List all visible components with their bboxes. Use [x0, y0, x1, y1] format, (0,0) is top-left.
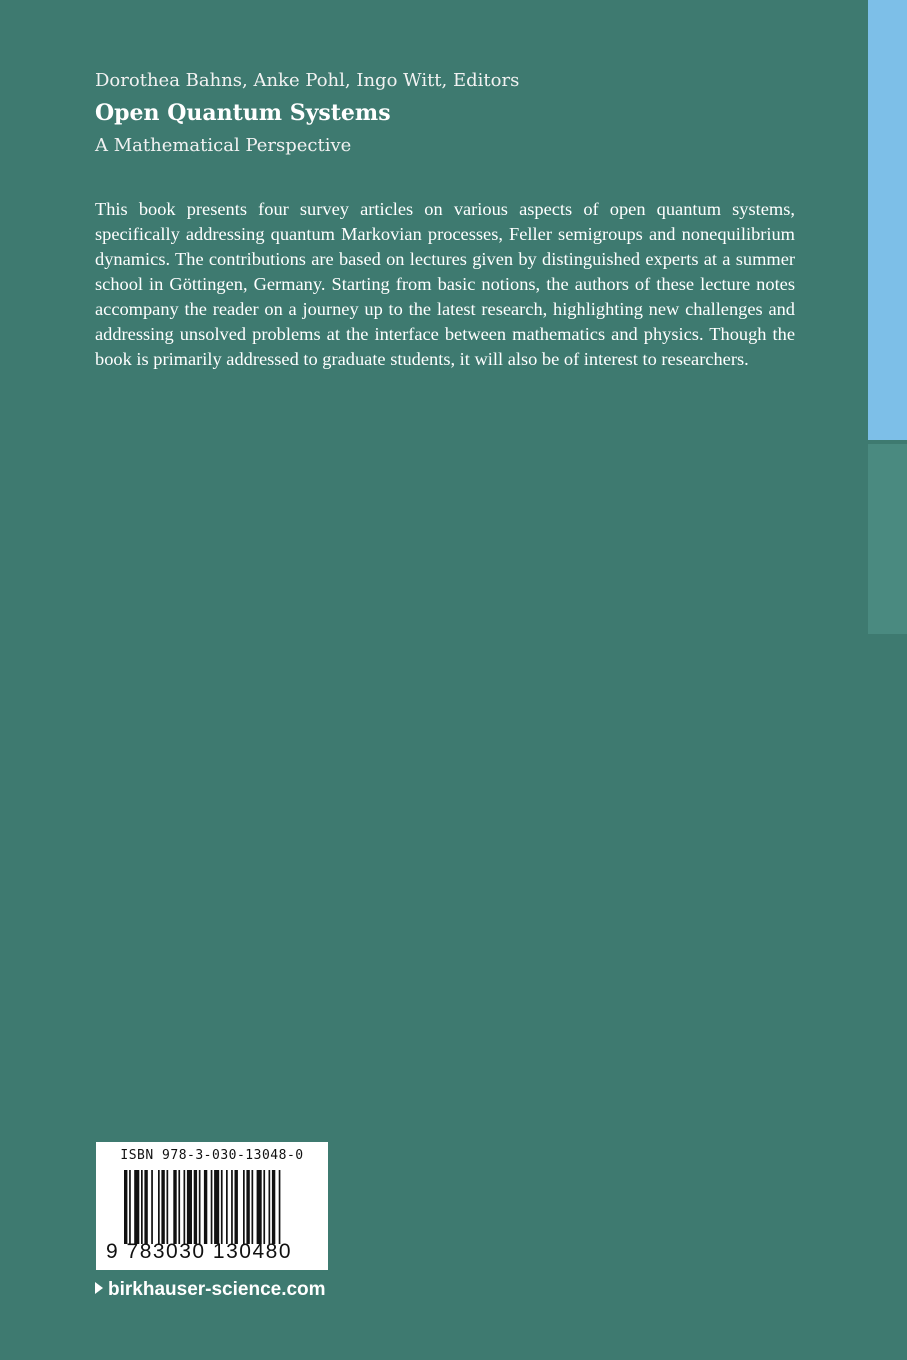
barcode-bar [124, 1170, 127, 1244]
barcode-bar [173, 1170, 176, 1244]
barcode-bar [161, 1170, 164, 1244]
barcode-bar [187, 1170, 192, 1244]
barcode-bar [184, 1170, 186, 1244]
book-title: Open Quantum Systems [95, 100, 391, 126]
barcode-bar [279, 1170, 281, 1244]
barcode-bars [124, 1170, 324, 1244]
barcode-bar [272, 1170, 275, 1244]
barcode-bar [263, 1170, 265, 1244]
publisher-link[interactable] [95, 1279, 326, 1301]
side-strip-blue [868, 0, 907, 440]
barcode-bar [158, 1170, 160, 1244]
barcode-bar [257, 1170, 262, 1244]
arrow-icon [95, 1282, 103, 1294]
barcode-digits: 9 783030 130480 [106, 1240, 292, 1263]
isbn-label: ISBN 978-3-030-13048-0 [120, 1148, 304, 1163]
barcode-bar [211, 1170, 213, 1244]
publisher-url: birkhauser-science.com [108, 1279, 326, 1300]
barcode-bar [243, 1170, 245, 1244]
barcode-bar [134, 1170, 139, 1244]
barcode-bar [129, 1170, 131, 1244]
barcode-bar [246, 1170, 249, 1244]
barcode-bar [167, 1170, 169, 1244]
barcode-bar [252, 1170, 254, 1244]
barcode-bar [204, 1170, 207, 1244]
barcode-bar [144, 1170, 147, 1244]
barcode-bar [151, 1170, 153, 1244]
barcode-bar [235, 1170, 238, 1244]
barcode-bar [214, 1170, 219, 1244]
book-subtitle: A Mathematical Perspective [95, 135, 352, 156]
barcode-bar [226, 1170, 228, 1244]
book-description: This book presents four survey articles on various aspects of open quantum systems, specifically addressing quantum Markovian processes, Feller semigroups and nonequilibrium dynamics. The contributions are based on lectures given by distinguished experts at a summer school in Göttingen, Germany. Starting from basic notions, the authors of these lecture notes accompany the reader on a journey up to the latest research, highlighting new challenges and addressing unsolved problems at the interface between mathematics and physics. Though the book is primarily addressed to graduate students, it will also be of interest to researchers. [95, 199, 795, 369]
editors-line: Dorothea Bahns, Anke Pohl, Ingo Witt, Editors [95, 70, 520, 91]
barcode-bar [194, 1170, 197, 1244]
barcode-bar [178, 1170, 180, 1244]
barcode-bar [221, 1170, 223, 1244]
barcode-bar [269, 1170, 271, 1244]
barcode-bar [199, 1170, 201, 1244]
isbn-barcode [96, 1142, 328, 1270]
barcode-bar [231, 1170, 233, 1244]
side-strip-teal [868, 444, 907, 634]
barcode-bar [141, 1170, 143, 1244]
